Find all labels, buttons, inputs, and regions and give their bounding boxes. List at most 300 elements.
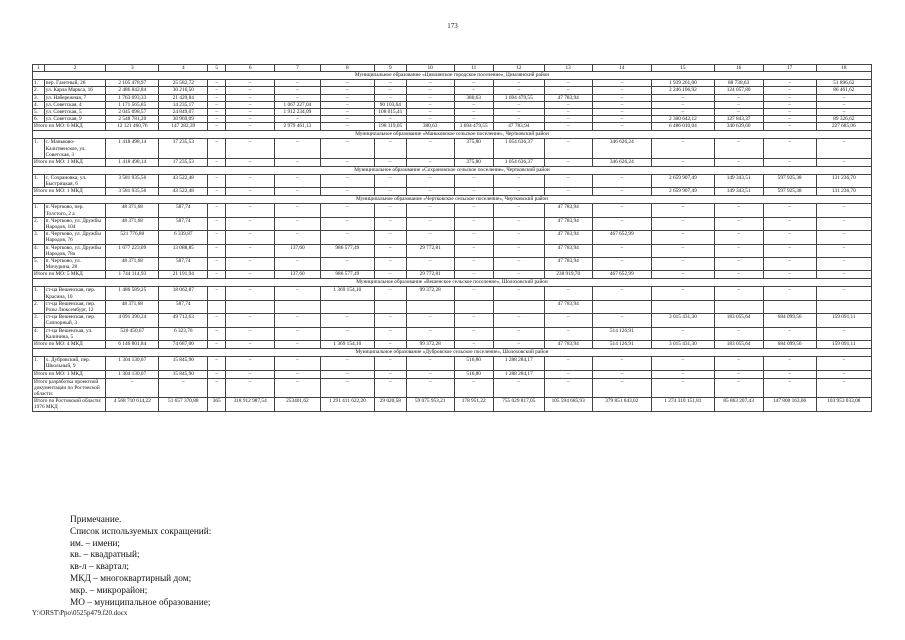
amount-cell: – [714, 217, 763, 230]
amount-cell: – [320, 94, 374, 101]
total-cell: 3 581 935,56 [106, 188, 159, 196]
amount-cell: – [544, 314, 592, 327]
note-line: кв-л – квартал; [70, 562, 129, 573]
amount-cell: – [406, 87, 454, 94]
note-line: им. – имени; [70, 538, 120, 549]
amount-cell: 47 783,94 [544, 258, 592, 271]
amount-cell: 514 126,91 [592, 327, 651, 340]
amount-cell: – [763, 217, 816, 230]
total-cell: 227 685,06 [816, 123, 871, 131]
total-cell: 597 925,38 [763, 188, 816, 196]
address-cell: п. Чертково, ул. Дружбы Народов, 78а [44, 244, 106, 257]
amount-cell: – [374, 217, 406, 230]
total-cell: 29 772,81 [406, 271, 454, 279]
total-cell: 147 800 163,06 [763, 398, 816, 411]
total-cell: – [816, 370, 871, 378]
amount-cell: 24 849,07 [159, 109, 208, 116]
municipality-heading: Муниципальное образование «Цимлянское городское поселение», Цимлянский район [33, 72, 872, 80]
total-cell: – [159, 378, 208, 398]
total-cell: – [406, 370, 454, 378]
amount-cell: – [816, 101, 871, 108]
amount-cell: – [226, 109, 275, 116]
amount-cell [763, 300, 816, 313]
total-cell: – [493, 378, 544, 398]
row-index: 4. [33, 327, 45, 340]
total-cell: – [714, 271, 763, 279]
address-cell: ул. Советская, 5 [44, 109, 106, 116]
total-row [33, 123, 872, 131]
amount-cell: – [493, 80, 544, 87]
amount-cell: – [454, 80, 493, 87]
amount-cell: – [714, 287, 763, 300]
total-row [33, 370, 872, 378]
amount-cell: 587,74 [159, 300, 208, 313]
total-cell: 1 054 636,37 [493, 159, 544, 167]
total-cell: 198 119,05 [374, 123, 406, 131]
amount-cell: – [226, 287, 275, 300]
amount-cell: – [592, 80, 651, 87]
amount-cell: 1 418 498,14 [106, 139, 159, 159]
row-index: 3. [33, 94, 45, 101]
total-label: Итого по МО: 4 МКД [33, 341, 106, 349]
row-index: 2. [33, 87, 45, 94]
section-header-row [33, 167, 872, 175]
amount-cell: – [320, 87, 374, 94]
amount-cell: – [763, 357, 816, 370]
amount-cell: 1 369 154,10 [320, 287, 374, 300]
amount-cell: – [763, 327, 816, 340]
amount-cell: 1 171 565,85 [106, 101, 159, 108]
amount-cell: – [816, 109, 871, 116]
amount-cell: – [275, 175, 321, 188]
amount-cell: – [763, 139, 816, 159]
amount-cell [226, 300, 275, 313]
total-cell: – [763, 159, 816, 167]
total-cell: – [406, 159, 454, 167]
amount-cell: 48 371,68 [106, 258, 159, 271]
amount-cell: – [320, 231, 374, 244]
amount-cell: – [652, 217, 715, 230]
amount-cell: – [652, 101, 715, 108]
total-cell: – [454, 271, 493, 279]
amount-cell: 90 103,64 [374, 101, 406, 108]
amount-cell: 4 091 390,24 [106, 314, 159, 327]
total-cell: – [763, 378, 816, 398]
capital-repair-table [32, 64, 872, 412]
amount-cell: – [208, 287, 226, 300]
amount-cell: – [406, 231, 454, 244]
column-number: 7 [275, 65, 321, 72]
amount-cell: – [275, 258, 321, 271]
amount-cell: – [592, 258, 651, 271]
total-cell: – [714, 378, 763, 398]
amount-cell: – [454, 204, 493, 217]
total-cell: – [208, 188, 226, 196]
total-cell: – [320, 370, 374, 378]
municipality-heading: Муниципальное образование «Дубровское сельское поселение», Шолоховский район [33, 349, 872, 357]
total-cell: – [406, 188, 454, 196]
address-cell: ст-ца Вешенская, пер. Красина, 10 [44, 287, 106, 300]
row-index: 5. [33, 109, 45, 116]
amount-cell: 48 371,68 [106, 217, 159, 230]
amount-cell [493, 300, 544, 313]
table-body [33, 65, 872, 412]
amount-cell: – [592, 244, 651, 257]
amount-cell: 1 077 223,09 [106, 244, 159, 257]
amount-cell: – [763, 94, 816, 101]
amount-cell: – [406, 204, 454, 217]
amount-cell: – [816, 204, 871, 217]
amount-cell: – [652, 258, 715, 271]
total-cell: – [763, 123, 816, 131]
amount-cell: – [406, 101, 454, 108]
row-index: 1. [33, 357, 45, 370]
total-cell: – [493, 271, 544, 279]
total-cell: 514 126,91 [592, 341, 651, 349]
amount-cell: 1 304 130,07 [106, 357, 159, 370]
amount-cell: – [592, 314, 651, 327]
total-cell: – [544, 188, 592, 196]
row-index: 3. [33, 314, 45, 327]
amount-cell: 1 912 234,09 [275, 109, 321, 116]
amount-cell: 2 246 106,92 [652, 87, 715, 94]
amount-cell: 375,80 [454, 139, 493, 159]
total-cell: 47 783,94 [544, 341, 592, 349]
amount-cell: – [208, 80, 226, 87]
table-row [33, 287, 872, 300]
amount-cell: – [320, 175, 374, 188]
amount-cell: 346 626,24 [592, 139, 651, 159]
table-row [33, 244, 872, 257]
note-line: Список используемых сокращений: [70, 526, 212, 537]
total-cell: 365 [208, 398, 226, 411]
amount-cell: – [652, 139, 715, 159]
amount-cell: 6 339,87 [159, 231, 208, 244]
amount-cell: – [763, 116, 816, 123]
total-cell: – [226, 271, 275, 279]
address-cell: ст-ца Вешенская, пер. Саппорный, 3 [44, 314, 106, 327]
amount-cell: – [454, 87, 493, 94]
amount-cell: – [714, 109, 763, 116]
address-cell: п. Чертково, ул. Мичурина, 28 [44, 258, 106, 271]
amount-cell: 17 235,53 [159, 139, 208, 159]
total-cell: – [544, 123, 592, 131]
table-row [33, 80, 872, 87]
amount-cell: – [275, 87, 321, 94]
total-cell: 4 568 710 614,22 [106, 398, 159, 411]
amount-cell: – [406, 109, 454, 116]
amount-cell: – [714, 101, 763, 108]
section-header-row [33, 131, 872, 139]
amount-cell [406, 300, 454, 313]
amount-cell: – [275, 314, 321, 327]
total-cell: – [652, 370, 715, 378]
total-cell: – [493, 341, 544, 349]
amount-cell: – [454, 217, 493, 230]
amount-cell: – [320, 116, 374, 123]
amount-cell [652, 300, 715, 313]
amount-cell: – [544, 80, 592, 87]
amount-cell: – [374, 116, 406, 123]
amount-cell: – [454, 258, 493, 271]
amount-cell: 3 581 935,56 [106, 175, 159, 188]
amount-cell: 47 783,94 [544, 300, 592, 313]
municipality-heading: Муниципальное образование «Сохрановское сельское поселение», Чертковский район [33, 167, 872, 175]
table-row [33, 139, 872, 159]
total-cell: – [406, 378, 454, 398]
address-cell: ст-ца Вешенская, пер. Розы Люксембург, 12 [44, 300, 106, 313]
column-number: 1 [33, 65, 45, 72]
column-number: 4 [159, 65, 208, 72]
column-number: 16 [714, 65, 763, 72]
amount-cell: – [816, 139, 871, 159]
amount-cell: 1 763 693,33 [106, 94, 159, 101]
total-cell: 467 652,99 [592, 271, 651, 279]
total-cell: 85 863 207,43 [714, 398, 763, 411]
total-cell: 1 418 498,14 [106, 159, 159, 167]
column-number: 13 [544, 65, 592, 72]
amount-cell: – [454, 109, 493, 116]
amount-cell: – [544, 109, 592, 116]
total-cell: – [544, 370, 592, 378]
amount-cell: – [226, 231, 275, 244]
total-cell: – [208, 123, 226, 131]
total-cell: – [320, 378, 374, 398]
amount-cell: – [208, 175, 226, 188]
amount-cell: – [226, 327, 275, 340]
table-row [33, 300, 872, 313]
amount-cell: 14 235,17 [159, 101, 208, 108]
amount-cell: 1 288 284,17 [493, 357, 544, 370]
amount-cell: 2 105 478,97 [106, 80, 159, 87]
total-cell: 159 091,11 [816, 341, 871, 349]
amount-cell: – [652, 244, 715, 257]
total-cell: – [226, 159, 275, 167]
amount-cell: 2 300 642,12 [652, 116, 715, 123]
amount-cell: – [374, 87, 406, 94]
total-cell: – [816, 271, 871, 279]
table-row [33, 327, 872, 340]
total-cell: – [652, 271, 715, 279]
amount-cell: – [226, 244, 275, 257]
amount-cell: – [493, 116, 544, 123]
amount-cell: – [816, 217, 871, 230]
amount-cell: 88 738,63 [714, 80, 763, 87]
address-cell: ул. Советская, 9 [44, 116, 106, 123]
amount-cell [714, 300, 763, 313]
amount-cell: – [374, 327, 406, 340]
total-cell: 74 687,00 [159, 341, 208, 349]
total-row [33, 159, 872, 167]
amount-cell: 516,80 [454, 357, 493, 370]
total-label: Итого по МО: 1 МКД [33, 159, 106, 167]
total-label: Итого разработка проектной документации по Ростовской области: [33, 378, 106, 398]
total-cell: – [374, 159, 406, 167]
column-number: 14 [592, 65, 651, 72]
row-index: 1. [33, 80, 45, 87]
amount-cell: – [493, 244, 544, 257]
amount-cell: 1 694 479,55 [493, 94, 544, 101]
amount-cell: – [493, 87, 544, 94]
amount-cell: – [275, 327, 321, 340]
address-cell: с. Сохрановка, ул. Быстрицкая, 6 [44, 175, 106, 188]
amount-cell: 86 461,62 [816, 87, 871, 94]
amount-cell: – [714, 258, 763, 271]
amount-cell: – [226, 217, 275, 230]
amount-cell: – [592, 175, 651, 188]
address-cell: ул. Набережная, 7 [44, 94, 106, 101]
amount-cell: – [714, 94, 763, 101]
amount-cell: 47 783,94 [544, 94, 592, 101]
row-index: 4. [33, 101, 45, 108]
total-cell: – [275, 341, 321, 349]
address-cell: ул. Советская, 4 [44, 101, 106, 108]
municipality-heading: Муниципальное образование «Вешенское сельское поселение», Шолоховский район [33, 279, 872, 287]
amount-cell: 30 969,09 [159, 116, 208, 123]
amount-cell: – [816, 357, 871, 370]
amount-cell: – [406, 116, 454, 123]
note-title: Примечание. [70, 515, 122, 525]
total-cell: 346 626,24 [592, 159, 651, 167]
total-cell: – [320, 159, 374, 167]
row-index: 1. [33, 204, 45, 217]
amount-cell: 127 843,37 [714, 116, 763, 123]
amount-cell: 183 055,64 [714, 314, 763, 327]
amount-cell: – [493, 231, 544, 244]
amount-cell: – [320, 217, 374, 230]
table-row [33, 94, 872, 101]
amount-cell: – [652, 204, 715, 217]
amount-cell: – [226, 175, 275, 188]
total-label: Итого по МО: 1 МКД [33, 188, 106, 196]
amount-cell: 986 577,49 [320, 244, 374, 257]
municipality-heading: Муниципальное образование «Маньковское сельское поселение», Чертковский район [33, 131, 872, 139]
page-number: 173 [447, 22, 458, 30]
amount-cell: – [320, 139, 374, 159]
total-cell: 6 486 010,04 [652, 123, 715, 131]
total-cell: 2 979 461,13 [275, 123, 321, 131]
amount-cell: 47 783,94 [544, 244, 592, 257]
amount-cell: – [208, 139, 226, 159]
total-cell: 238 919,70 [544, 271, 592, 279]
amount-cell: – [652, 287, 715, 300]
amount-cell: – [592, 357, 651, 370]
table-row [33, 87, 872, 94]
amount-cell: – [275, 217, 321, 230]
amount-cell: 51 896,62 [816, 80, 871, 87]
amount-cell: – [374, 258, 406, 271]
amount-cell: 1 486 589,25 [106, 287, 159, 300]
amount-cell: – [454, 327, 493, 340]
amount-cell: – [320, 204, 374, 217]
amount-cell: – [816, 258, 871, 271]
total-cell: – [544, 378, 592, 398]
note-line: МКД – многоквартирный дом; [70, 573, 192, 584]
total-cell: – [816, 378, 871, 398]
amount-cell: 47 783,94 [544, 217, 592, 230]
total-cell: – [714, 159, 763, 167]
total-cell: 178 951,22 [454, 398, 493, 411]
total-cell: 1 304 130,07 [106, 370, 159, 378]
total-row [33, 271, 872, 279]
file-path: Y:\ORST\Ppo\0525p479.f20.docx [32, 609, 128, 617]
amount-cell: 2 045 098,57 [106, 109, 159, 116]
amount-cell: 108 015,41 [374, 109, 406, 116]
amount-cell: – [226, 80, 275, 87]
amount-cell: – [816, 231, 871, 244]
table-row [33, 217, 872, 230]
amount-cell: – [544, 175, 592, 188]
total-cell: – [592, 378, 651, 398]
amount-cell: – [226, 87, 275, 94]
amount-cell [592, 300, 651, 313]
row-index: 1. [33, 287, 45, 300]
amount-cell: – [226, 357, 275, 370]
total-cell: – [592, 188, 651, 196]
column-number: 15 [652, 65, 715, 72]
total-cell: – [374, 370, 406, 378]
total-cell: 1 744 114,93 [106, 271, 159, 279]
amount-cell [320, 300, 374, 313]
amount-cell: – [226, 116, 275, 123]
total-cell: – [493, 188, 544, 196]
amount-cell: – [652, 231, 715, 244]
amount-cell: – [493, 204, 544, 217]
amount-cell: – [592, 87, 651, 94]
total-cell: – [320, 188, 374, 196]
total-row [33, 341, 872, 349]
amount-cell: – [406, 327, 454, 340]
total-cell: – [374, 378, 406, 398]
amount-cell: – [544, 287, 592, 300]
row-index: 1. [33, 139, 45, 159]
amount-cell: – [816, 244, 871, 257]
total-cell: 340 639,60 [714, 123, 763, 131]
amount-cell: – [493, 217, 544, 230]
total-cell: – [320, 123, 374, 131]
total-label: Итого по МО: 6 МКД [33, 123, 106, 131]
total-cell: – [208, 271, 226, 279]
total-cell: 1 291 411 622,20 [320, 398, 374, 411]
amount-cell: – [493, 287, 544, 300]
total-cell: 2 659 907,49 [652, 188, 715, 196]
amount-cell: – [208, 231, 226, 244]
amount-cell: – [406, 217, 454, 230]
amount-cell: – [592, 204, 651, 217]
amount-cell: – [763, 109, 816, 116]
total-cell: – [226, 341, 275, 349]
municipality-heading: Муниципальное образование «Чертковское сельское поселение», Чертковский район [33, 196, 872, 204]
table-row [33, 101, 872, 108]
amount-cell: – [406, 80, 454, 87]
table-row [33, 357, 872, 370]
section-header-row [33, 72, 872, 80]
amount-cell: – [208, 217, 226, 230]
amount-cell: – [320, 80, 374, 87]
amount-cell: – [406, 94, 454, 101]
amount-cell: – [406, 139, 454, 159]
total-cell: 318 912 987,54 [226, 398, 275, 411]
total-cell: – [592, 123, 651, 131]
amount-cell: 89 326,62 [816, 116, 871, 123]
table-row [33, 314, 872, 327]
total-cell: – [763, 271, 816, 279]
amount-cell: 13 088,85 [159, 244, 208, 257]
total-cell: – [275, 378, 321, 398]
amount-cell: 587,74 [159, 204, 208, 217]
total-cell: 379 851 643,02 [592, 398, 651, 411]
total-cell: 375,80 [454, 159, 493, 167]
